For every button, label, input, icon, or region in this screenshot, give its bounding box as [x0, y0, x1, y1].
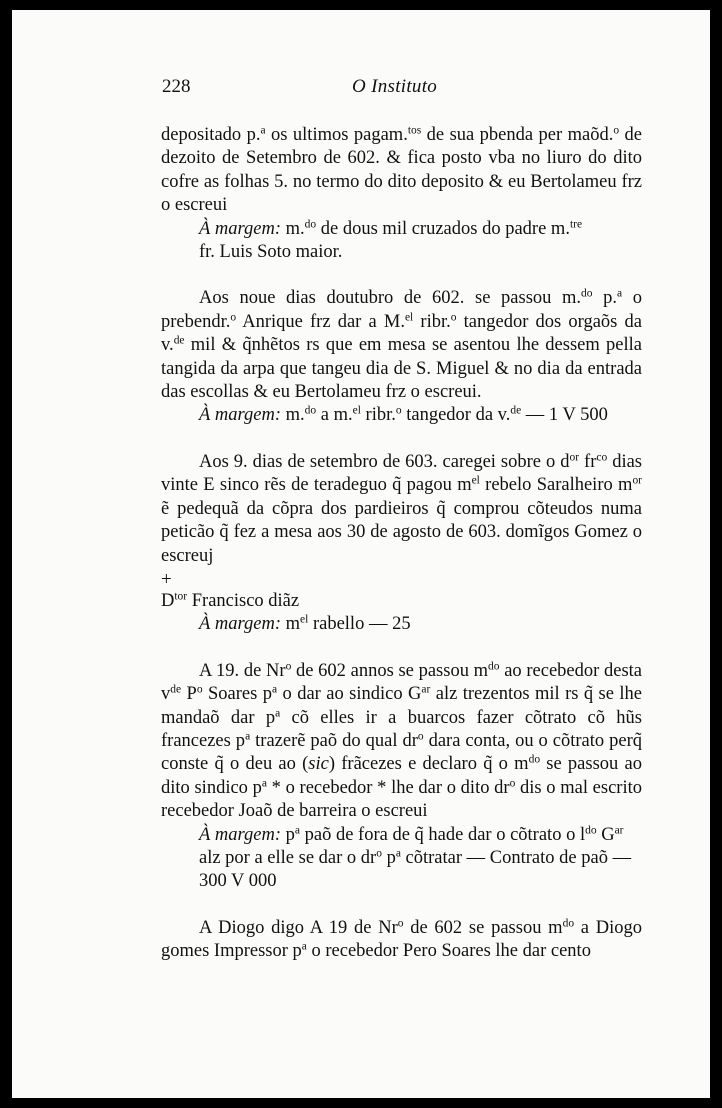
entry-4-paragraph — [161, 660, 642, 824]
entry-3-margin-note — [161, 613, 642, 636]
superscript-abbrev: or — [632, 474, 642, 487]
superscript-abbrev: o — [285, 660, 292, 673]
margin-label: À margem: — [199, 218, 282, 239]
margin-label: À margem: — [199, 824, 282, 845]
text-run: A Diogo digo A 19 de Nr — [199, 917, 398, 938]
superscript-abbrev: or — [569, 451, 580, 464]
page-header — [162, 76, 710, 106]
superscript-abbrev: ar — [421, 683, 431, 696]
cross-mark: + — [161, 568, 172, 590]
text-run: alz trezentos mil rs q̃ se lhe mandaõ dar p — [161, 684, 642, 728]
superscript-abbrev: a — [261, 777, 267, 790]
text-run: ao recebedor desta v — [161, 660, 643, 705]
superscript-abbrev: ar — [614, 824, 624, 837]
entry-2-paragraph — [161, 287, 642, 404]
superscript-abbrev: el — [352, 405, 361, 418]
superscript-abbrev: do — [581, 288, 593, 301]
page-number: 228 — [162, 76, 191, 97]
superscript-abbrev: do — [528, 754, 541, 767]
text-run: cõtratar — Contrato de paõ — 300 V 000 — [199, 847, 632, 892]
text-run: A 19. de Nr — [199, 660, 286, 681]
margin-label: À margem: — [199, 405, 282, 426]
text-run: dis o mal escrito recebedor Joaõ de barreira o escreui — [161, 777, 642, 822]
superscript-abbrev: o — [509, 777, 516, 790]
superscript-abbrev: do — [304, 405, 317, 418]
superscript-abbrev: co — [596, 451, 608, 464]
text-run: Anrique frz dar a M. — [236, 311, 405, 332]
text-run: paõ de fora de q̃ hade dar o cõtrato o l — [300, 824, 586, 845]
superscript-abbrev: o — [376, 847, 382, 860]
superscript-abbrev: do — [585, 824, 597, 837]
superscript-abbrev: o — [230, 311, 237, 324]
text-run: fr — [579, 451, 597, 472]
signature-line — [161, 590, 642, 613]
entry-3-paragraph — [161, 451, 642, 568]
superscript-abbrev: do — [562, 917, 575, 930]
entry-4-margin-note — [161, 824, 642, 894]
text-run: sic — [308, 754, 329, 775]
book-page — [12, 10, 710, 1098]
superscript-abbrev: a — [395, 847, 401, 860]
superscript-abbrev: do — [488, 660, 500, 673]
superscript-abbrev: o — [613, 124, 620, 137]
text-run: alz por a elle se dar o dr — [199, 847, 377, 868]
superscript-abbrev: el — [300, 614, 309, 627]
text-run: tangedor dos orgaõs da v. — [161, 311, 642, 356]
text-run: dias vinte E sinco rẽs de teradeguo q̃ pagou m — [161, 451, 642, 496]
superscript-abbrev: el — [471, 474, 480, 487]
text-run: tangedor da v. — [401, 405, 511, 426]
body-text — [161, 124, 642, 964]
text-run: ẽ pedequã da cõpra dos pardieiros q̃ comprou cõteudos numa peticão q̃ fez a mesa aos 30 de agosto de 603. domĩgos Gomez o escreuj — [161, 498, 642, 566]
superscript-abbrev: do — [304, 218, 317, 231]
superscript-abbrev: tos — [407, 124, 422, 137]
text-run: p — [281, 824, 295, 845]
text-run: rebelo Saralheiro m — [479, 475, 633, 496]
text-run: cõ elles ir a buarcos fazer cõtrato cõ hũs francezes p — [161, 707, 643, 751]
superscript-abbrev: o — [450, 311, 457, 324]
superscript-abbrev: a — [272, 683, 278, 696]
text-run: Francisco diãz — [187, 590, 300, 611]
text-run: o dar ao sindico G — [277, 684, 422, 705]
superscript-abbrev: de — [510, 405, 522, 418]
text-run: * o recebedor * lhe dar o dito dr — [266, 777, 510, 798]
superscript-abbrev: el — [404, 311, 414, 324]
running-title: O Instituto — [352, 76, 438, 97]
superscript-abbrev: a — [617, 288, 623, 301]
superscript-abbrev: o — [417, 730, 424, 743]
text-run: de 602 annos se passou m — [291, 660, 489, 681]
text-run: G — [596, 824, 615, 845]
superscript-abbrev: a — [294, 824, 300, 837]
superscript-abbrev: de — [173, 334, 185, 347]
text-run: de dous mil cruzados do padre m. — [316, 218, 570, 239]
superscript-abbrev: tre — [569, 218, 583, 231]
superscript-abbrev: tor — [174, 590, 188, 603]
superscript-abbrev: de — [170, 683, 182, 696]
superscript-abbrev: a — [245, 730, 251, 743]
text-run: m. — [281, 218, 305, 239]
text-run: fr. Luis Soto maior. — [199, 242, 343, 263]
text-run: Aos noue dias doutubro de 602. se passou m. — [199, 288, 582, 309]
text-run: Aos 9. dias de setembro de 603. caregei sobre o d — [199, 451, 570, 472]
text-run: D — [161, 590, 175, 611]
text-run: m — [281, 614, 301, 635]
text-run: m. — [281, 405, 305, 426]
text-run: p — [381, 847, 396, 868]
superscript-abbrev: o — [397, 917, 404, 930]
text-run: depositado p. — [161, 125, 261, 145]
superscript-abbrev: a — [301, 940, 307, 953]
text-run: de sua pbenda per maõd. — [421, 125, 614, 145]
superscript-abbrev: o — [395, 405, 402, 418]
entry-1-paragraph — [161, 124, 642, 218]
text-run: o recebedor Pero Soares lhe dar cento — [306, 941, 591, 962]
text-run: o prebendr. — [161, 288, 643, 332]
text-run: Soares p — [202, 684, 272, 705]
text-run: ) frãcezes e declaro q̃ o m — [328, 754, 529, 775]
superscript-abbrev: o — [196, 683, 203, 696]
superscript-abbrev: a — [275, 707, 281, 720]
entry-2-margin-note — [161, 404, 642, 427]
entry-1-margin-note — [161, 218, 642, 265]
text-run: trazerẽ paõ do qual dr — [250, 730, 418, 751]
text-run: de 602 se passou m — [403, 917, 563, 938]
text-run: ribr. — [413, 311, 451, 332]
text-run: P — [181, 684, 197, 705]
text-run: dara conta, ou o cõtrato perq̃ conste q̃ o deu ao ( — [161, 730, 642, 775]
text-run: — 1 V 500 — [521, 405, 608, 426]
text-run: se passou ao dito sindico p — [161, 754, 642, 798]
text-run: rabello — 25 — [308, 614, 411, 635]
text-run: a Diogo gomes Impressor p — [161, 917, 642, 962]
text-run: de dezoito de Setembro de 602. & fica posto vba no liuro do dito cofre as folhas 5. no termo do dito deposito & eu Bertolameu frz o escreui — [161, 125, 643, 216]
text-run: a m. — [316, 405, 353, 426]
margin-label: À margem: — [199, 614, 282, 635]
text-run: ribr. — [360, 405, 396, 426]
superscript-abbrev: a — [260, 124, 266, 137]
text-run: os ultimos pagam. — [265, 125, 408, 145]
text-run: mil & q̃nhẽtos rs que em mesa se asentou lhe dessem pella tangida da arpa que tangeu dia de S. Miguel & no dia da entrada das escollas & eu Bertolameu frz o escreui. — [161, 335, 642, 403]
text-run: p. — [592, 288, 618, 309]
entry-5-paragraph — [161, 917, 642, 964]
